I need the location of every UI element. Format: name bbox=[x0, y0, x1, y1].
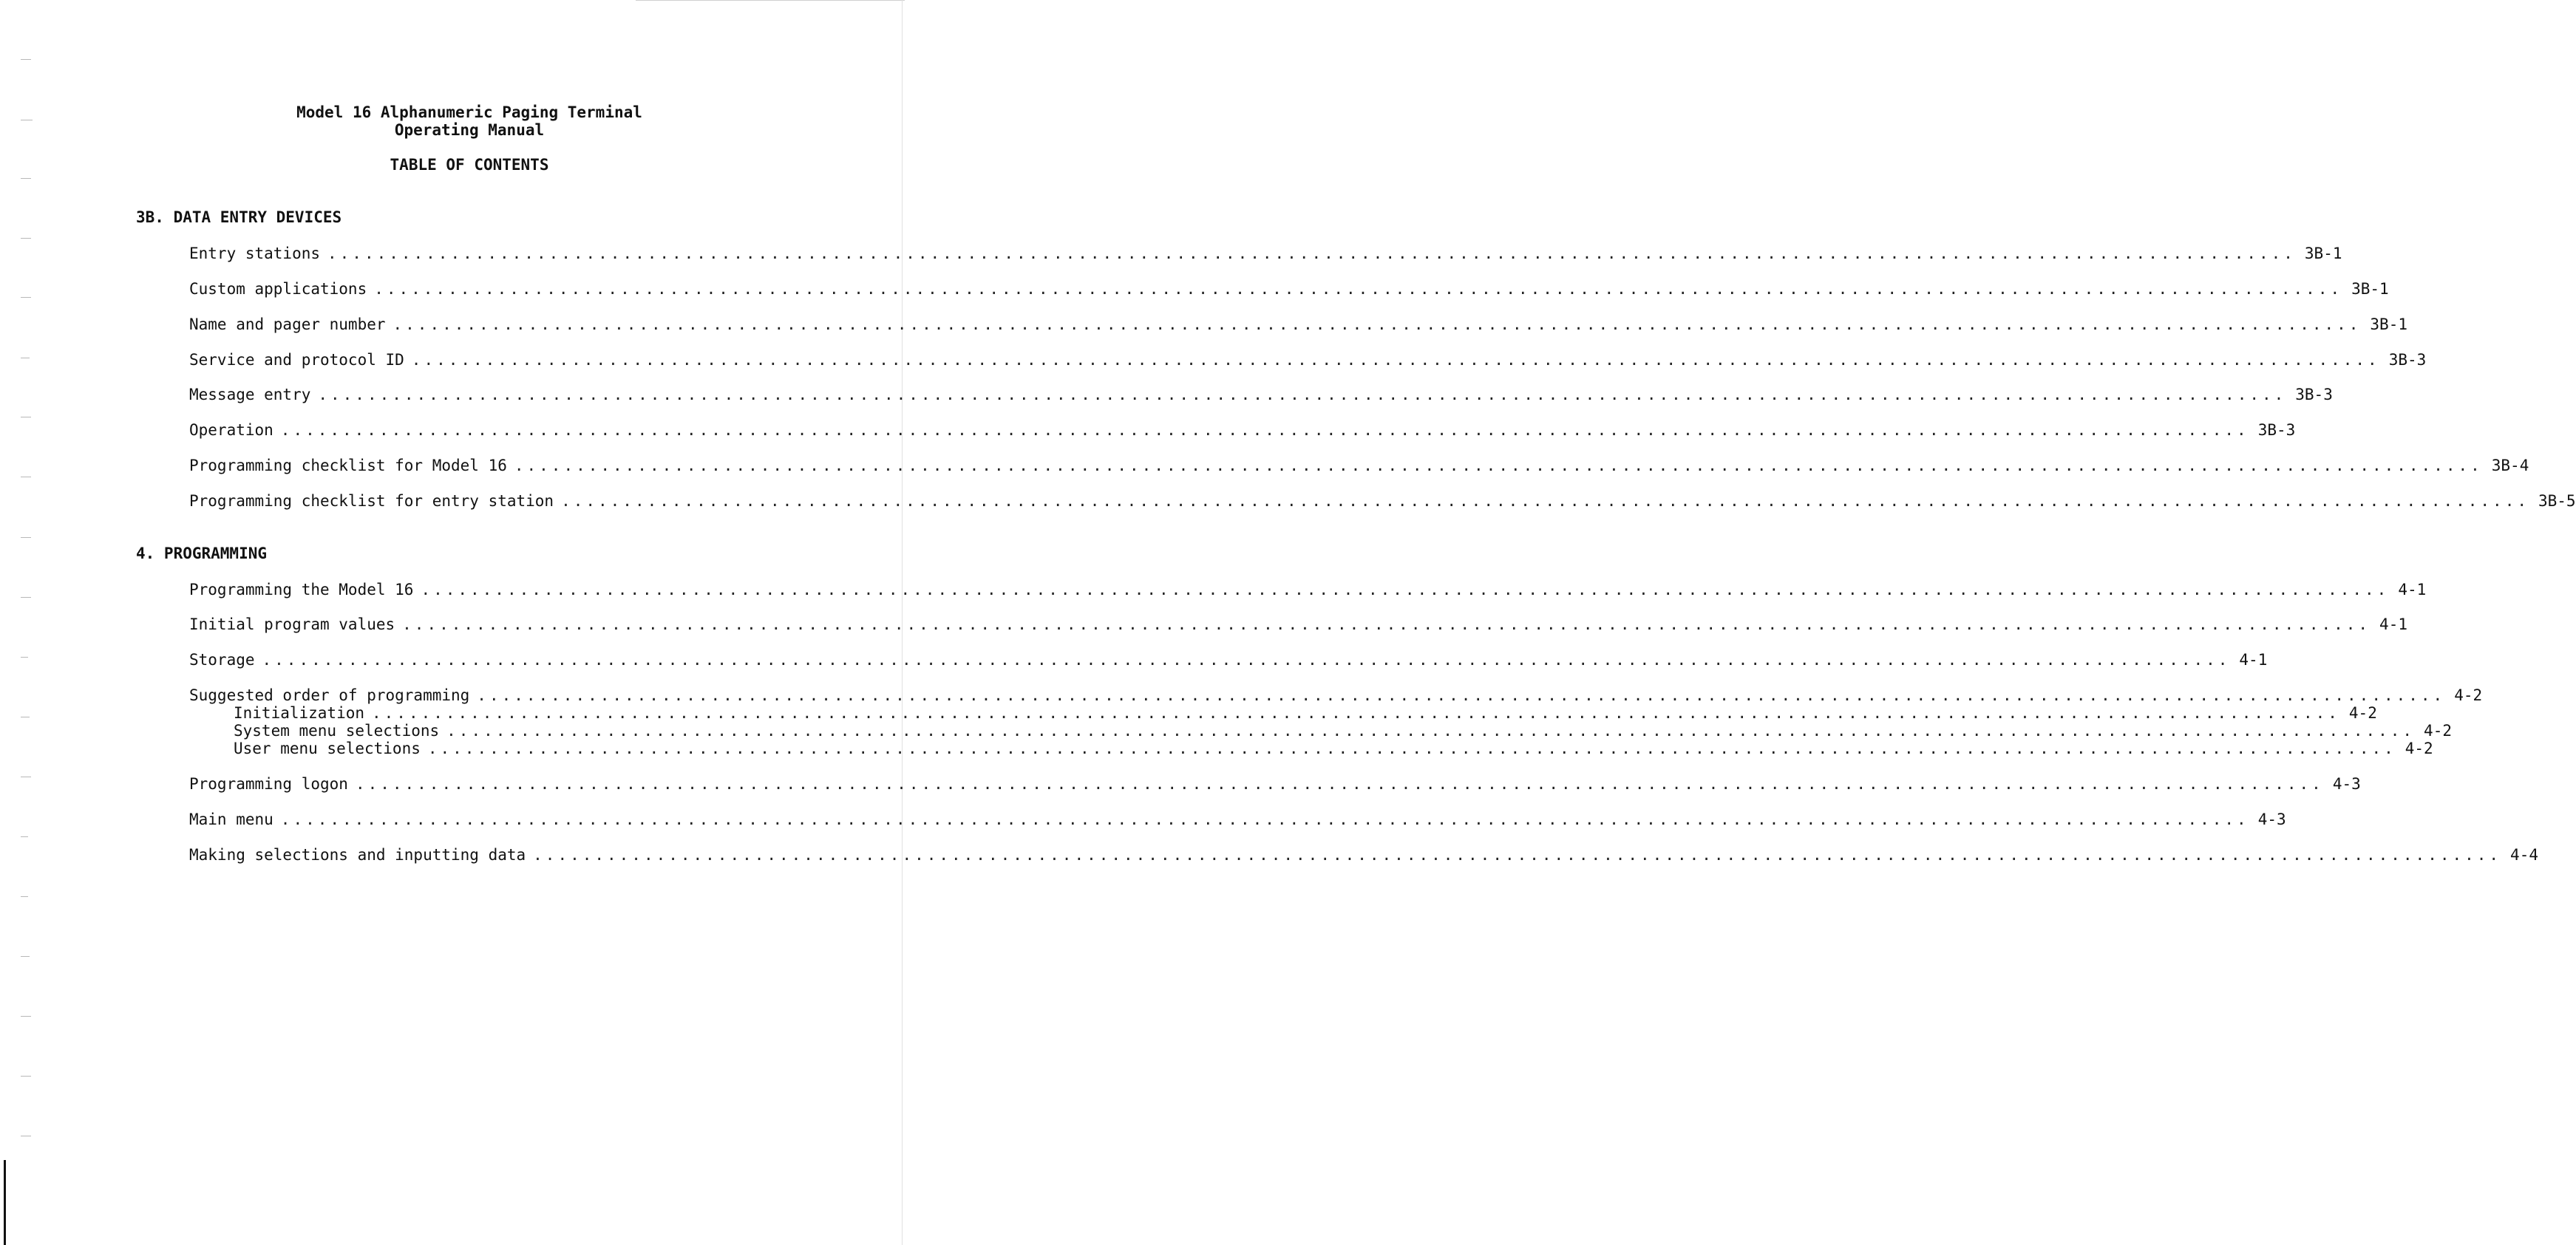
toc-entry-page: 4-2 bbox=[2405, 740, 2433, 757]
dot-leader: ................................................................................................................................................................ bbox=[421, 581, 2390, 598]
toc-entry[interactable] bbox=[189, 775, 2361, 793]
toc-entry-page: 3B-3 bbox=[2295, 386, 2333, 403]
dot-leader: ................................................................................................................................................................ bbox=[280, 811, 2249, 828]
toc-entry[interactable] bbox=[189, 846, 2538, 864]
toc-entry-label: Programming checklist for Model 16 bbox=[189, 457, 507, 474]
toc-entry-page: 4-1 bbox=[2379, 615, 2407, 633]
toc-entry[interactable] bbox=[189, 686, 2483, 704]
margin-tick bbox=[21, 1016, 31, 1017]
dot-leader: ................................................................................................................................................................ bbox=[477, 686, 2446, 704]
toc-entry-page: 3B-1 bbox=[2370, 315, 2407, 333]
margin-tick bbox=[21, 597, 31, 598]
toc-entry-page: 4-3 bbox=[2332, 775, 2361, 793]
toc-entry-label: Storage bbox=[189, 651, 255, 669]
toc-entry-label: Name and pager number bbox=[189, 315, 386, 333]
toc-entry[interactable] bbox=[189, 280, 2389, 298]
document-subtitle: Operating Manual bbox=[394, 121, 545, 139]
dot-leader: ................................................................................................................................................................ bbox=[402, 615, 2371, 633]
dot-leader: ................................................................................................................................................................ bbox=[533, 846, 2502, 864]
margin-tick bbox=[21, 896, 28, 897]
toc-entry-page: 3B-1 bbox=[2351, 280, 2389, 298]
dot-leader: ................................................................................................................................................................ bbox=[318, 386, 2287, 403]
margin-tick bbox=[21, 1076, 31, 1077]
toc-entry[interactable] bbox=[189, 581, 2427, 598]
section-heading-3b: 3B. DATA ENTRY DEVICES bbox=[136, 208, 342, 226]
margin-tick bbox=[21, 178, 31, 179]
dot-leader: ................................................................................................................................................................ bbox=[561, 492, 2529, 510]
toc-entry[interactable] bbox=[189, 315, 2407, 333]
margin-tick bbox=[21, 657, 28, 658]
toc-entry-label: User menu selections bbox=[234, 740, 421, 757]
dot-leader: ................................................................................................................................................................ bbox=[327, 245, 2296, 262]
toc-entry-label: Programming the Model 16 bbox=[189, 581, 414, 598]
toc-entry[interactable] bbox=[189, 386, 2333, 403]
toc-entry-label: Suggested order of programming bbox=[189, 686, 470, 704]
toc-entry-page: 4-2 bbox=[2424, 722, 2452, 740]
toc-subentry[interactable] bbox=[234, 722, 2452, 740]
section-heading-4: 4. PROGRAMMING bbox=[136, 545, 268, 562]
dot-leader: ................................................................................................................................................................ bbox=[374, 280, 2343, 298]
toc-entry-label: Programming checklist for entry station bbox=[189, 492, 554, 510]
toc-entry[interactable] bbox=[189, 651, 2268, 669]
dot-leader: ................................................................................................................................................................ bbox=[392, 315, 2362, 333]
margin-tick bbox=[21, 59, 31, 60]
toc-entry-page: 3B-4 bbox=[2491, 457, 2529, 474]
top-edge-rule bbox=[636, 0, 905, 1]
dot-leader: ................................................................................................................................................................ bbox=[514, 457, 2483, 474]
toc-entry-label: Entry stations bbox=[189, 245, 321, 262]
dot-leader: ................................................................................................................................................................ bbox=[446, 722, 2416, 740]
toc-entry[interactable] bbox=[189, 492, 2576, 510]
toc-entry[interactable] bbox=[189, 811, 2286, 828]
toc-entry-page: 3B-3 bbox=[2257, 421, 2296, 439]
toc-entry-label: Service and protocol ID bbox=[189, 351, 404, 369]
margin-tick bbox=[21, 238, 31, 239]
toc-entry[interactable] bbox=[189, 615, 2407, 633]
toc-entry[interactable] bbox=[189, 457, 2529, 474]
toc-entry-label: Main menu bbox=[189, 811, 273, 828]
toc-heading: TABLE OF CONTENTS bbox=[390, 156, 549, 174]
toc-entry-label: Programming logon bbox=[189, 775, 348, 793]
margin-tick bbox=[21, 956, 30, 957]
toc-entry-page: 4-3 bbox=[2257, 811, 2286, 828]
margin-tick bbox=[21, 297, 31, 298]
toc-entry-label: Initialization bbox=[234, 704, 365, 722]
scan-edge-bar bbox=[4, 1160, 6, 1245]
toc-entry[interactable] bbox=[189, 421, 2296, 439]
dot-leader: ................................................................................................................................................................ bbox=[262, 651, 2231, 669]
toc-entry-page: 3B-3 bbox=[2388, 351, 2427, 369]
dot-leader: ................................................................................................................................................................ bbox=[427, 740, 2396, 757]
toc-subentry[interactable] bbox=[234, 704, 2377, 722]
dot-leader: ................................................................................................................................................................ bbox=[411, 351, 2380, 369]
toc-entry-page: 4-2 bbox=[2454, 686, 2483, 704]
toc-entry-page: 4-4 bbox=[2510, 846, 2538, 864]
toc-entry-page: 4-2 bbox=[2348, 704, 2377, 722]
toc-entry-label: Custom applications bbox=[189, 280, 367, 298]
toc-entry-page: 3B-5 bbox=[2538, 492, 2576, 510]
dot-leader: ................................................................................................................................................................ bbox=[372, 704, 2340, 722]
toc-entry-label: Making selections and inputting data bbox=[189, 846, 526, 864]
toc-subentry[interactable] bbox=[234, 740, 2433, 757]
toc-entry-page: 4-1 bbox=[2398, 581, 2427, 598]
dot-leader: ................................................................................................................................................................ bbox=[280, 421, 2249, 439]
margin-tick bbox=[21, 537, 31, 538]
toc-entry-page: 3B-1 bbox=[2304, 245, 2342, 262]
toc-entry[interactable] bbox=[189, 245, 2342, 262]
toc-entry-label: Message entry bbox=[189, 386, 311, 403]
toc-entry-label: System menu selections bbox=[234, 722, 440, 740]
margin-tick bbox=[21, 836, 28, 837]
toc-entry[interactable] bbox=[189, 351, 2427, 369]
toc-entry-label: Operation bbox=[189, 421, 273, 439]
toc-entry-label: Initial program values bbox=[189, 615, 395, 633]
dot-leader: ................................................................................................................................................................ bbox=[355, 775, 2324, 793]
toc-entry-page: 4-1 bbox=[2239, 651, 2268, 669]
document-title: Model 16 Alphanumeric Paging Terminal bbox=[296, 103, 642, 121]
